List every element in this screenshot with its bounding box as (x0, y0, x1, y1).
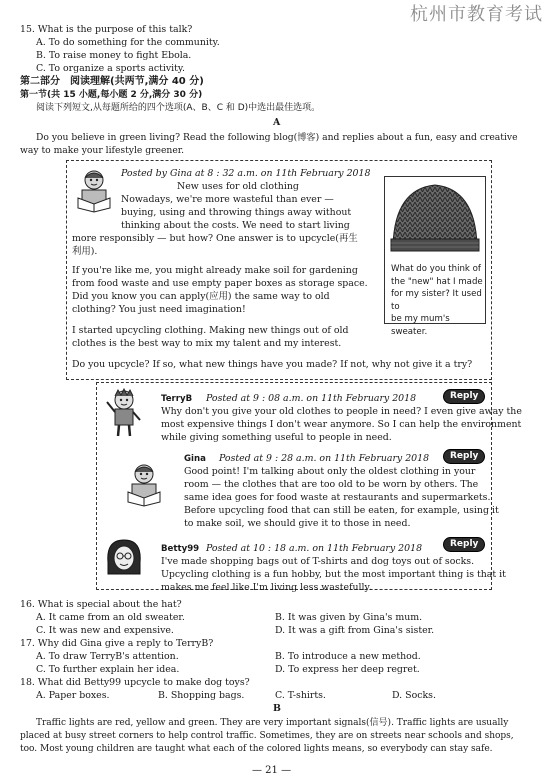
q17-option-d: D. To express her deep regret. (275, 664, 420, 675)
reply-gina-line3: same idea goes for food waste at restaurants and supermarkets. (184, 492, 491, 503)
q15-option-b: B. To raise money to fight Ebola. (36, 50, 192, 61)
q18-stem: 18. What did Betty99 upcycle to make dog toys? (20, 677, 250, 688)
reply-button-terryb[interactable]: Reply (443, 389, 485, 404)
hat-caption-line1: What do you think of (391, 264, 481, 274)
blog-p4: Do you upcycle? If so, what new things have you made? If not, why not give it a try? (72, 359, 473, 370)
reply-button-gina[interactable]: Reply (443, 449, 485, 464)
q18-option-d: D. Socks. (392, 690, 436, 701)
q15-option-a: A. To do something for the community. (36, 37, 220, 48)
q16-option-d: D. It was a gift from Gina's sister. (275, 625, 435, 636)
blog-p3-line1: I started upcycling clothing. Making new things out of old (72, 325, 349, 336)
reply-button-betty99[interactable]: Reply (443, 537, 485, 552)
reply-terryb-line3: while giving something useful to people in need. (161, 432, 392, 443)
blog-p2-line4: clothing? You just need imagination! (72, 304, 246, 315)
reply-gina-name: Gina (184, 454, 206, 464)
q17-option-a: A. To draw TerryB's attention. (36, 651, 179, 662)
passage-b-line2: placed at busy street corners to help control traffic. Sometimes, they are on streets near schools and shops, (20, 731, 514, 741)
q15-stem: 15. What is the purpose of this talk? (20, 24, 193, 35)
q16-stem: 16. What is special about the hat? (20, 599, 182, 610)
reply-terryb-posted: Posted at 9 : 08 a.m. on 11th February 2018 (206, 393, 417, 404)
blog-title: New uses for old clothing (177, 181, 299, 192)
gina-reply-avatar (122, 462, 166, 510)
reply-betty99-posted: Posted at 10 : 18 a.m. on 11th February 2018 (206, 543, 423, 554)
q17-stem: 17. Why did Gina give a reply to TerryB? (20, 638, 214, 649)
q16-option-c: C. It was new and expensive. (36, 625, 174, 636)
blog-posted-meta: Posted by Gina at 8 : 32 a.m. on 11th February 2018 (121, 168, 371, 179)
q17-option-c: C. To further explain her idea. (36, 664, 180, 675)
q18-option-c: C. T-shirts. (275, 690, 326, 701)
hat-caption (391, 263, 483, 338)
page-number: — 21 — (252, 765, 292, 776)
blog-p2-line2: from food waste and use empty paper boxes as storage space. (72, 278, 368, 289)
blog-p1-line1: Nowadays, we're more wasteful than ever — (121, 194, 334, 205)
reply-terryb-name: TerryB (161, 394, 193, 404)
q15-option-c: C. To organize a sports activity. (36, 63, 185, 74)
passage-b-label: B (273, 703, 281, 714)
blog-p3-line2: clothes is the best way to mix my talent and my interest. (72, 338, 342, 349)
passage-b-line1: Traffic lights are red, yellow and green. They are very important signals(信号). Traffic lights are usually (36, 718, 509, 728)
section-instruction: 阅读下列短文,从每题所给的四个选项(A、B、C 和 D)中选出最佳选项。 (36, 103, 321, 113)
section-title: 第二部分 阅读理解(共两节,满分 40 分) (20, 76, 204, 87)
reply-gina-line2: room — the clothes that are too old to be worn by others. The (184, 479, 479, 490)
reply-gina-line1: Good point! I'm talking about only the oldest clothing in your (184, 466, 476, 477)
reply-terryb-line1: Why don't you give your old clothes to people in need? I even give away the (161, 406, 522, 417)
knitted-hat-image (385, 177, 485, 259)
intro-line-1: Do you believe in green living? Read the following blog(博客) and replies about a fun, easy and creative (36, 132, 518, 143)
passage-a-label: A (273, 117, 281, 128)
q18-option-b: B. Shopping bags. (158, 690, 245, 701)
blog-p2-line1: If you're like me, you might already make soil for gardening (72, 265, 358, 276)
hat-caption-line4: be my mum's sweater. (391, 314, 450, 337)
reply-gina-line4: Before upcycling food that can still be eaten, for example, using it (184, 505, 499, 516)
hat-caption-line3: for my sister? It used to (391, 289, 482, 312)
reply-gina-posted: Posted at 9 : 28 a.m. on 11th February 2018 (219, 453, 430, 464)
hat-photo-box (384, 176, 486, 337)
q18-option-a: A. Paper boxes. (36, 690, 110, 701)
betty99-avatar (104, 538, 144, 580)
blog-p1-line2: buying, using and throwing things away without (121, 207, 352, 218)
gina-avatar (72, 168, 116, 214)
q16-option-a: A. It came from an old sweater. (36, 612, 185, 623)
blog-p1-line4: more responsibly — but how? One answer is to upcycle(再生 (72, 233, 358, 244)
q16-option-b: B. It was given by Gina's mum. (275, 612, 423, 623)
reply-terryb-line2: most expensive things I don't wear anymore. So I can help the environment (161, 419, 522, 430)
reply-betty99-line2: Upcycling clothing is a fun hobby, but the most important thing is that it (161, 569, 506, 580)
blog-p1-line5: 利用). (72, 246, 98, 257)
passage-b-line3: too. Most young children are taught what each of the colored lights means, so everybody can stay safe. (20, 744, 493, 754)
reply-betty99-line1: I've made shopping bags out of T-shirts and dog toys out of socks. (161, 556, 475, 567)
hat-caption-line2: the "new" hat I made (391, 276, 483, 287)
q17-option-b: B. To introduce a new method. (275, 651, 421, 662)
intro-line-2: way to make your lifestyle greener. (20, 145, 185, 156)
watermark-text: 杭州市教育考试 (410, 4, 543, 25)
blog-p1-line3: thinking about the costs. We need to start living (121, 220, 350, 231)
reply-betty99-line3: makes me feel like I'm living less wastefully. (161, 582, 372, 593)
terryb-avatar (104, 388, 144, 438)
reply-betty99-name: Betty99 (161, 544, 200, 554)
blog-p2-line3: Did you know you can apply(应用) the same way to old (72, 291, 330, 302)
reply-gina-line5: to make soil, we should give it to those in need. (184, 518, 411, 529)
section-part1: 第一节(共 15 小题,每小题 2 分,满分 30 分) (20, 90, 203, 100)
